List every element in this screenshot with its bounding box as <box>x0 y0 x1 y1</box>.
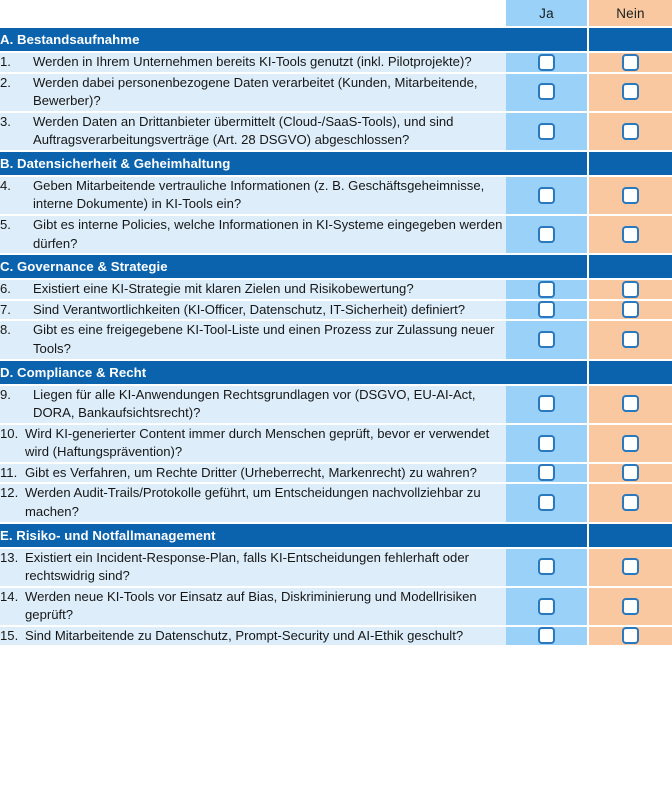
question-text-cell <box>0 424 506 463</box>
checkbox-nein-icon[interactable] <box>622 395 639 412</box>
checkbox-nein-icon[interactable] <box>622 123 639 140</box>
section-header-label: D. Compliance & Recht <box>0 360 506 385</box>
checkbox-ja-icon[interactable] <box>538 301 555 318</box>
section-header-row <box>0 27 672 52</box>
question-row <box>0 587 672 626</box>
answer-cell-ja[interactable] <box>506 52 588 73</box>
answer-cell-nein[interactable] <box>588 385 672 424</box>
checkbox-nein-icon[interactable] <box>622 281 639 298</box>
answer-cell-ja[interactable] <box>506 424 588 463</box>
checkbox-ja-icon[interactable] <box>538 464 555 481</box>
question-row <box>0 52 672 73</box>
section-header-ja-filler <box>506 27 588 52</box>
checkbox-nein-icon[interactable] <box>622 494 639 511</box>
question-row <box>0 463 672 484</box>
question-number: 11. <box>0 464 18 480</box>
checkbox-nein-icon[interactable] <box>622 627 639 644</box>
answer-cell-ja[interactable] <box>506 176 588 215</box>
section-header-row <box>0 254 672 279</box>
answer-cell-nein[interactable] <box>588 300 672 321</box>
question-number: 14. <box>0 588 19 604</box>
header-row <box>0 0 672 27</box>
question-row <box>0 112 672 151</box>
answer-cell-ja[interactable] <box>506 73 588 112</box>
checkbox-ja-icon[interactable] <box>538 123 555 140</box>
checkbox-ja-icon[interactable] <box>538 598 555 615</box>
question-text-cell <box>0 112 506 151</box>
question-text-cell <box>0 463 506 484</box>
section-header-ja-filler <box>506 360 588 385</box>
question-number: 12. <box>0 485 19 501</box>
question-text-cell <box>0 215 506 254</box>
checkbox-ja-icon[interactable] <box>538 558 555 575</box>
question-row <box>0 73 672 112</box>
checkbox-ja-icon[interactable] <box>538 281 555 298</box>
checkbox-nein-icon[interactable] <box>622 226 639 243</box>
question-text-cell <box>0 587 506 626</box>
answer-cell-ja[interactable] <box>506 548 588 587</box>
checkbox-nein-icon[interactable] <box>622 558 639 575</box>
checkbox-nein-icon[interactable] <box>622 54 639 71</box>
answer-cell-nein[interactable] <box>588 320 672 359</box>
question-number: 5. <box>0 217 11 233</box>
answer-cell-nein[interactable] <box>588 626 672 647</box>
question-number: 3. <box>0 113 11 129</box>
question-row <box>0 548 672 587</box>
checkbox-nein-icon[interactable] <box>622 187 639 204</box>
question-text-cell <box>0 548 506 587</box>
question-label: Werden Audit-Trails/Protokolle geführt, um Entscheidungen nachvollziehbar zu machen? <box>25 485 481 519</box>
answer-cell-ja[interactable] <box>506 385 588 424</box>
question-number: 7. <box>0 301 11 317</box>
question-number: 13. <box>0 549 19 565</box>
answer-cell-nein[interactable] <box>588 548 672 587</box>
section-header-nein-filler <box>588 523 672 548</box>
answer-cell-nein[interactable] <box>588 112 672 151</box>
checkbox-ja-icon[interactable] <box>538 627 555 644</box>
question-label: Werden neue KI-Tools vor Einsatz auf Bias, Diskriminierung und Modellrisiken geprüft? <box>25 588 477 623</box>
question-label: Gibt es eine freigegebene KI-Tool-Liste und einen Prozess zur Zulassung neuer Tools? <box>33 322 495 356</box>
answer-cell-ja[interactable] <box>506 300 588 321</box>
section-header-ja-filler <box>506 523 588 548</box>
section-header-nein-filler <box>588 254 672 279</box>
answer-cell-ja[interactable] <box>506 587 588 626</box>
question-text-cell <box>0 52 506 73</box>
answer-cell-ja[interactable] <box>506 626 588 647</box>
answer-cell-nein[interactable] <box>588 215 672 254</box>
answer-cell-ja[interactable] <box>506 279 588 300</box>
checkbox-ja-icon[interactable] <box>538 331 555 348</box>
checkbox-ja-icon[interactable] <box>538 226 555 243</box>
question-row <box>0 300 672 321</box>
answer-cell-nein[interactable] <box>588 424 672 463</box>
section-header-row <box>0 523 672 548</box>
question-number: 10. <box>0 425 19 441</box>
section-header-label: C. Governance & Strategie <box>0 254 506 279</box>
question-number: 15. <box>0 627 19 643</box>
question-label: Geben Mitarbeitende vertrauliche Informationen (z. B. Geschäftsgeheimnisse, interne Dokumente) in KI-Tools ein? <box>33 177 485 212</box>
question-label: Gibt es Verfahren, um Rechte Dritter (Urheberrecht, Markenrecht) zu wahren? <box>25 464 477 480</box>
checkbox-nein-icon[interactable] <box>622 331 639 348</box>
checkbox-nein-icon[interactable] <box>622 301 639 318</box>
section-header-label: A. Bestandsaufnahme <box>0 27 506 52</box>
answer-cell-nein[interactable] <box>588 463 672 484</box>
section-header-ja-filler <box>506 151 588 176</box>
question-text-cell <box>0 483 506 522</box>
table-header <box>0 0 672 27</box>
answer-cell-ja[interactable] <box>506 112 588 151</box>
question-label: Werden in Ihrem Unternehmen bereits KI-Tools genutzt (inkl. Pilotprojekte)? <box>33 54 472 69</box>
section-header-nein-filler <box>588 151 672 176</box>
column-header-nein: Nein <box>588 0 672 27</box>
question-row <box>0 279 672 300</box>
section-header-nein-filler <box>588 360 672 385</box>
question-label: Liegen für alle KI-Anwendungen Rechtsgrundlagen vor (DSGVO, EU-AI-Act, DORA, Bankaufsichtsrecht)? <box>33 386 476 421</box>
answer-cell-ja[interactable] <box>506 320 588 359</box>
question-label: Wird KI-generierter Content immer durch Menschen geprüft, bevor er verwendet wird (Haftungsprävention)? <box>25 425 490 460</box>
answer-cell-ja[interactable] <box>506 215 588 254</box>
section-header-label: B. Datensicherheit & Geheimhaltung <box>0 151 506 176</box>
answer-cell-nein[interactable] <box>588 587 672 626</box>
question-text-cell <box>0 279 506 300</box>
answer-cell-nein[interactable] <box>588 483 672 522</box>
section-header-label: E. Risiko- und Notfallmanagement <box>0 523 506 548</box>
answer-cell-ja[interactable] <box>506 483 588 522</box>
question-row <box>0 424 672 463</box>
question-label: Werden Daten an Drittanbieter übermittelt (Cloud-/SaaS-Tools), und sind Auftragsverarbeitungsverträge (Art. 28 DSGVO) abgeschlossen? <box>33 113 454 148</box>
question-text-cell <box>0 176 506 215</box>
question-number: 6. <box>0 281 11 297</box>
column-header-ja: Ja <box>506 0 588 27</box>
checkbox-ja-icon[interactable] <box>538 435 555 452</box>
checkbox-ja-icon[interactable] <box>538 83 555 100</box>
question-label: Werden dabei personenbezogene Daten verarbeitet (Kunden, Mitarbeitende, Bewerber)? <box>33 74 478 109</box>
question-label: Existiert ein Incident-Response-Plan, falls KI-Entscheidungen fehlerhaft oder rechtswidrig sind? <box>25 549 469 584</box>
question-text-cell <box>0 385 506 424</box>
checkbox-nein-icon[interactable] <box>622 83 639 100</box>
question-row <box>0 215 672 254</box>
checkbox-ja-icon[interactable] <box>538 494 555 511</box>
question-text-cell <box>0 73 506 112</box>
checkbox-nein-icon[interactable] <box>622 435 639 452</box>
question-row <box>0 385 672 424</box>
question-text-cell <box>0 320 506 359</box>
checkbox-nein-icon[interactable] <box>622 598 639 615</box>
answer-cell-nein[interactable] <box>588 52 672 73</box>
question-number: 8. <box>0 322 11 338</box>
answer-cell-nein[interactable] <box>588 279 672 300</box>
section-header-nein-filler <box>588 27 672 52</box>
checkbox-ja-icon[interactable] <box>538 187 555 204</box>
answer-cell-nein[interactable] <box>588 176 672 215</box>
section-header-row <box>0 360 672 385</box>
question-number: 4. <box>0 177 11 193</box>
question-number: 2. <box>0 74 11 90</box>
answer-cell-nein[interactable] <box>588 73 672 112</box>
question-row <box>0 320 672 359</box>
question-label: Gibt es interne Policies, welche Informationen in KI-Systeme eingegeben werden dürfen? <box>33 217 503 251</box>
checkbox-ja-icon[interactable] <box>538 395 555 412</box>
checkbox-ja-icon[interactable] <box>538 54 555 71</box>
question-text-cell <box>0 300 506 321</box>
section-header-ja-filler <box>506 254 588 279</box>
section-header-row <box>0 151 672 176</box>
checkbox-nein-icon[interactable] <box>622 464 639 481</box>
question-label: Sind Verantwortlichkeiten (KI-Officer, Datenschutz, IT-Sicherheit) definiert? <box>33 301 466 317</box>
question-row <box>0 626 672 647</box>
question-number: 9. <box>0 386 11 402</box>
question-number: 1. <box>0 54 11 69</box>
question-row <box>0 176 672 215</box>
table-body <box>0 27 672 646</box>
question-label: Existiert eine KI-Strategie mit klaren Zielen und Risikobewertung? <box>33 281 414 297</box>
question-label: Sind Mitarbeitende zu Datenschutz, Prompt-Security und AI-Ethik geschult? <box>25 627 464 643</box>
answer-cell-ja[interactable] <box>506 463 588 484</box>
question-text-cell <box>0 626 506 647</box>
header-blank-cell <box>0 0 506 27</box>
question-row <box>0 483 672 522</box>
